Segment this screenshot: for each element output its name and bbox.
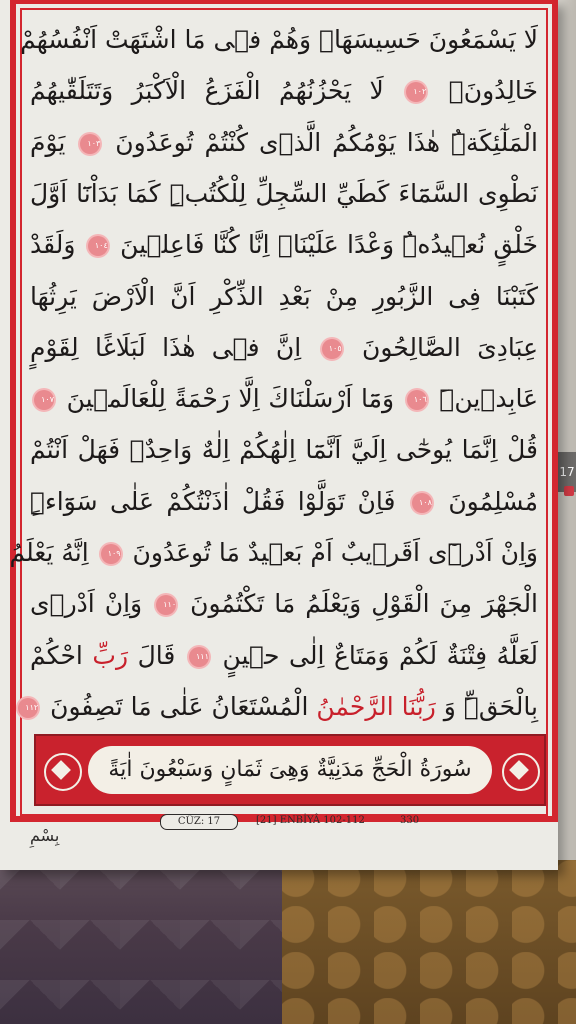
- verse-text: خَالِدُونَۚ: [448, 76, 538, 106]
- page-edge: [556, 0, 576, 860]
- verse-line: [30, 482, 538, 522]
- juz-side-tab: [558, 452, 576, 492]
- verse-text: عِبَادِىَ الصَّالِحُونَ: [361, 332, 539, 362]
- verse-text: الْجَهْرَ مِنَ الْقَوْلِ وَيَعْلَمُ مَا تَكْتُمُونَ: [190, 589, 539, 619]
- verse-line: [30, 225, 538, 265]
- verse-text: احْكُمْ: [30, 640, 83, 670]
- page-number: 330: [400, 815, 420, 826]
- catchword: بِسْمِ: [30, 826, 60, 845]
- verse-line: [30, 379, 538, 419]
- ayah-number-marker: ١١١: [189, 647, 209, 667]
- verse-text: فَاِنْ تَوَلَّوْا فَقُلْ اٰذَنْتُكُمْ عَلٰى سَوَٓاءٍۜ: [30, 486, 396, 516]
- verse-text: اِنَّ فٖى هٰذَا لَبَلَاغًا لِقَوْمٍ: [30, 332, 302, 362]
- verse-text-highlight: رَبُّنَا الرَّحْمٰنُ: [316, 691, 436, 721]
- verse-text: عَابِدٖينَۜ: [439, 384, 538, 414]
- verse-text: وَلَقَدْ: [30, 230, 76, 260]
- ayah-number-marker: ١٠٤: [88, 236, 108, 256]
- verse-line: [25, 687, 538, 727]
- verse-text: لَا يَسْمَعُونَ حَسِيسَهَاۚ وَهُمْ فٖى مَا اشْتَهَتْ اَنْفُسُهُمْ: [20, 25, 538, 54]
- ayah-number-marker: ١١٢: [18, 698, 38, 718]
- verse-text: يَوْمَ: [30, 127, 66, 157]
- verse-line: [30, 277, 538, 317]
- juz-label: CÜZ: 17: [160, 814, 238, 830]
- verse-text: خَلْقٍ نُعٖيدُهُۜ وَعْدًا عَلَيْنَاۜ اِنَّا كُنَّا فَاعِلٖينَ: [120, 230, 539, 260]
- verse-line: [20, 20, 538, 60]
- verse-line: [30, 71, 538, 111]
- side-tab-marker: [564, 486, 574, 496]
- surah-header-banner: [34, 734, 546, 806]
- verse-text: وَاِنْ اَدْرٖى: [30, 589, 143, 619]
- verse-text: وَمَٓا اَرْسَلْنَاكَ اِلَّا رَحْمَةً لِلْعَالَمٖينَ: [66, 384, 395, 414]
- verse-text-highlight: رَبِّ: [92, 640, 129, 670]
- verse-text: نَطْوِى السَّمَٓاءَ كَطَيِّ السِّجِلِّ لِلْكُتُبِۜ كَمَا بَدَاْنَٓا اَوَّلَ: [30, 178, 538, 208]
- ayah-number-marker: ١٠٢: [406, 82, 426, 102]
- verse-text: بِالْحَقِّۜ وَ: [443, 691, 538, 721]
- verse-text: قُلْ اِنَّمَا يُوحٰٓى اِلَيَّ اَنَّمَٓا اِلٰهُكُمْ اِلٰهٌ وَاحِدٌۚ فَهَلْ اَنْتُمْ: [30, 435, 538, 465]
- verse-line: [30, 430, 538, 470]
- ayah-number-marker: ١٠٨: [412, 493, 432, 513]
- ayah-number-marker: ١٠٩: [101, 544, 121, 564]
- verse-text: الْمَلٰٓئِكَةُۜ هٰذَا يَوْمُكُمُ الَّذٖى كُنْتُمْ تُوعَدُونَ: [115, 127, 538, 157]
- ayah-number-marker: ١١٠: [156, 595, 176, 615]
- verse-line: [30, 174, 538, 214]
- sura-reference: [21] ENBİYÂ 102-112: [256, 815, 365, 826]
- verse-line: [30, 636, 538, 676]
- verse-line: [30, 123, 538, 163]
- verse-text: لَعَلَّهُ فِتْنَةٌ لَكُمْ وَمَتَاعٌ اِلٰى حٖينٍ: [222, 640, 539, 670]
- page-footer: [160, 812, 560, 832]
- verse-line: [30, 584, 538, 624]
- cloth-background: [282, 860, 576, 1024]
- side-tab-label: 17: [559, 465, 575, 479]
- verse-text: كَتَبْنَا فِى الزَّبُورِ مِنْ بَعْدِ الذِّكْرِ اَنَّ الْاَرْضَ يَرِثُهَا: [30, 281, 538, 311]
- verse-text: مُسْلِمُونَ: [448, 486, 539, 516]
- ayah-number-marker: ١٠٥: [322, 339, 342, 359]
- verse-line: [30, 328, 538, 368]
- verse-text: لَا يَحْزُنُهُمُ الْفَزَعُ الْاَكْبَرُ وَتَتَلَقّٰيهُمُ: [30, 76, 384, 106]
- surah-header-title: سُورَةُ الْحَجِّ مَدَنِيَّةٌ وَهِىَ ثَمَانٍ وَسَبْعُونَ اٰيَةً: [108, 757, 472, 782]
- ayah-number-marker: ١٠٦: [407, 390, 427, 410]
- verse-line: [9, 533, 538, 573]
- verse-text: قَالَ: [128, 640, 176, 670]
- verse-text: وَاِنْ اَدْرٖٓى اَقَرٖيبٌ اَمْ بَعٖيدٌ مَا تُوعَدُونَ: [132, 538, 538, 567]
- surah-header-cartouche: [88, 746, 492, 794]
- ayah-number-marker: ١٠٧: [34, 390, 54, 410]
- verse-text: اِنَّهُ يَعْلَمُ: [9, 538, 89, 567]
- verse-text: الْمُسْتَعَانُ عَلٰى مَا تَصِفُونَ: [50, 691, 309, 721]
- ayah-number-marker: ١٠٣: [80, 134, 100, 154]
- verse-text-area: [9, 14, 539, 734]
